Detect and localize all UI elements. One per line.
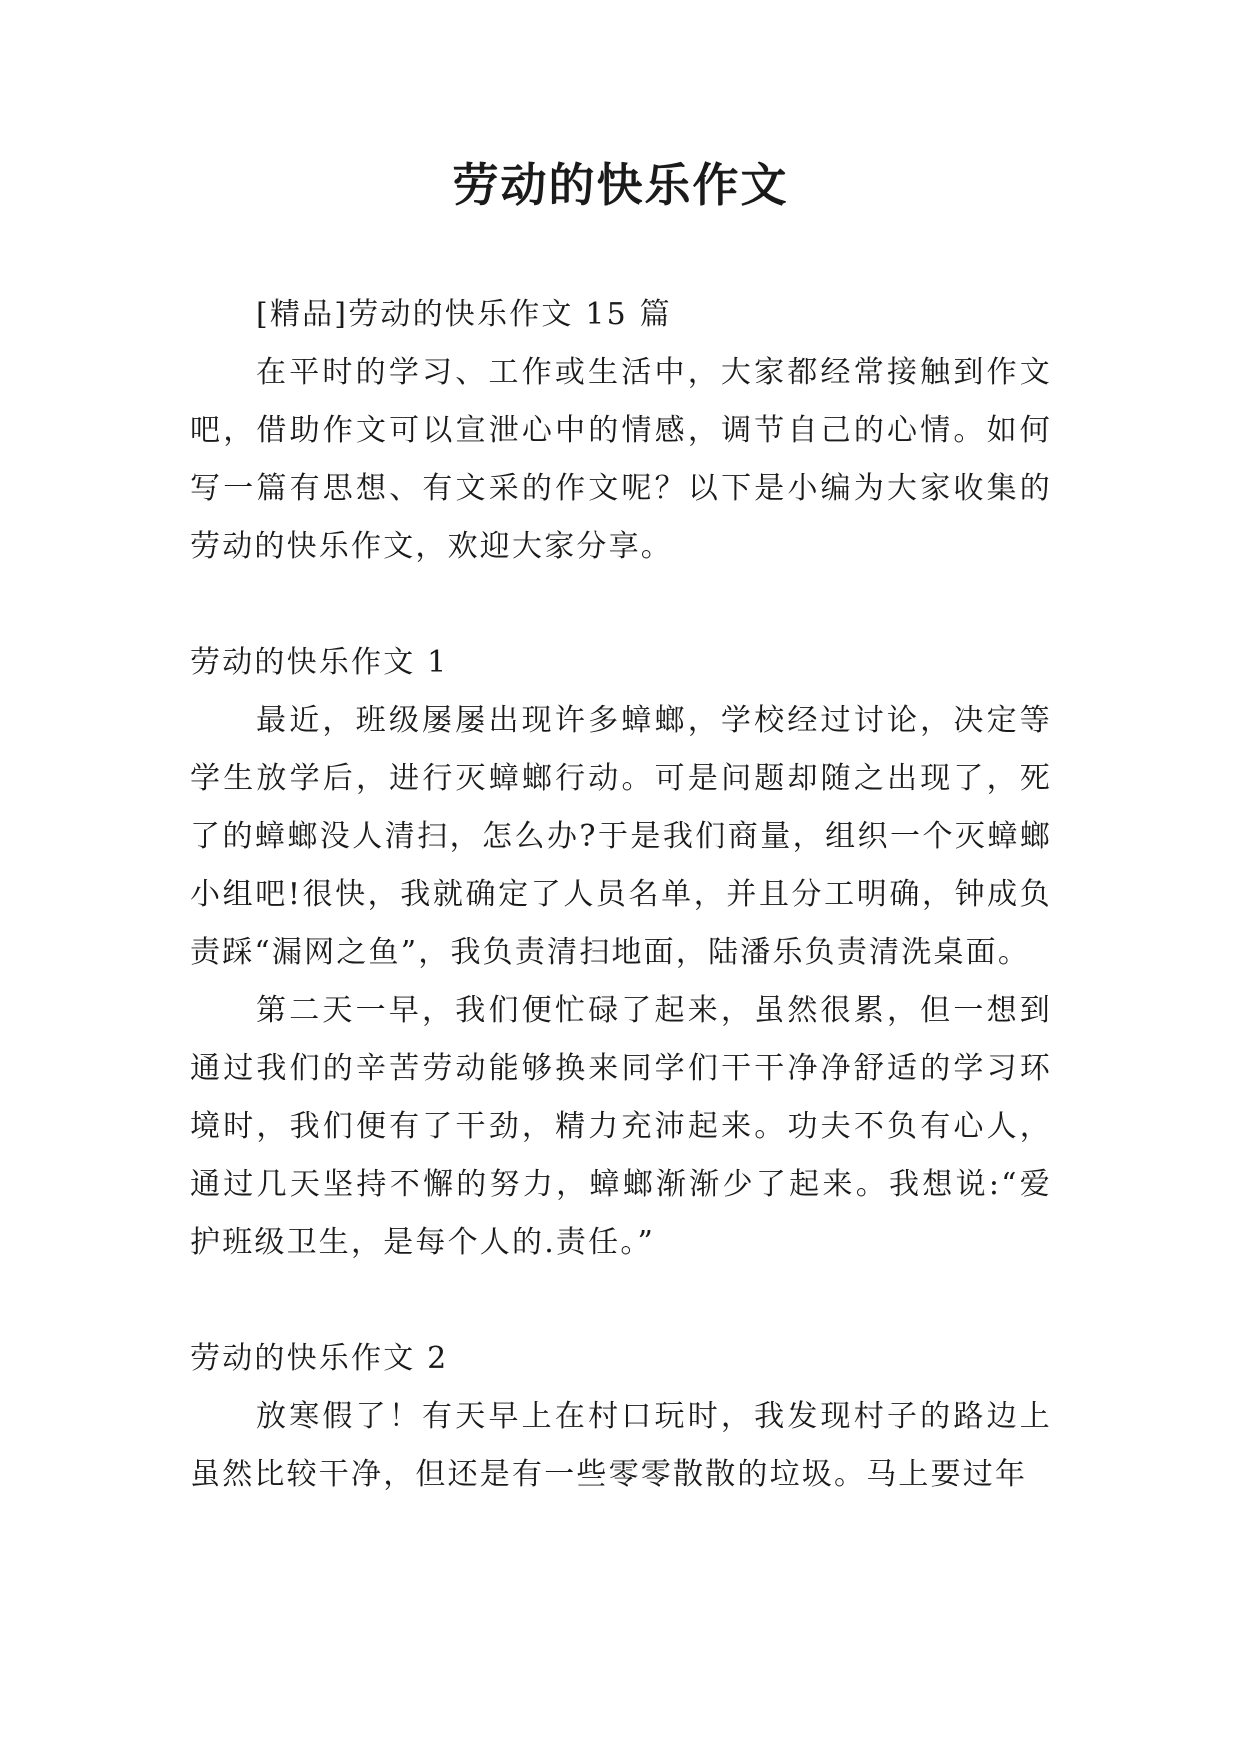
section-heading-2: 劳动的快乐作文 2 xyxy=(190,1341,449,1376)
intro-paragraph: 在平时的学习、工作或生活中，大家都经常接触到作文吧，借助作文可以宣泄心中的情感，调节自己的心情。如何写一篇有思想、有文采的作文呢？以下是小编为大家收集的劳动的快乐作文，欢迎大家分享。 xyxy=(190,355,1052,564)
document-title: 劳动的快乐作文 xyxy=(452,158,789,212)
section-1-paragraph-2: 第二天一早，我们便忙碌了起来，虽然很累，但一想到通过我们的辛苦劳动能够换来同学们干干净净舒适的学习环境时，我们便有了干劲，精力充沛起来。功夫不负有心人，通过几天坚持不懈的努力，蟑螂渐渐少了起来。我想说:“爱护班级卫生，是每个人的.责任。” xyxy=(190,993,1052,1260)
document-subtitle: [精品]劳动的快乐作文 15 篇 xyxy=(256,297,672,332)
section-heading-1: 劳动的快乐作文 1 xyxy=(190,645,449,680)
section-2-paragraph-1: 放寒假了！有天早上在村口玩时，我发现村子的路边上虽然比较干净，但还是有一些零零散散的垃圾。马上要过年 xyxy=(190,1399,1052,1492)
document-body xyxy=(190,286,1052,1504)
section-1-paragraph-1: 最近，班级屡屡出现许多蟑螂，学校经过讨论，决定等学生放学后，进行灭蟑螂行动。可是问题却随之出现了，死了的蟑螂没人清扫，怎么办?于是我们商量，组织一个灭蟑螂小组吧!很快，我就确定了人员名单，并且分工明确，钟成负责踩“漏网之鱼”，我负责清扫地面，陆潘乐负责清洗桌面。 xyxy=(190,703,1052,970)
